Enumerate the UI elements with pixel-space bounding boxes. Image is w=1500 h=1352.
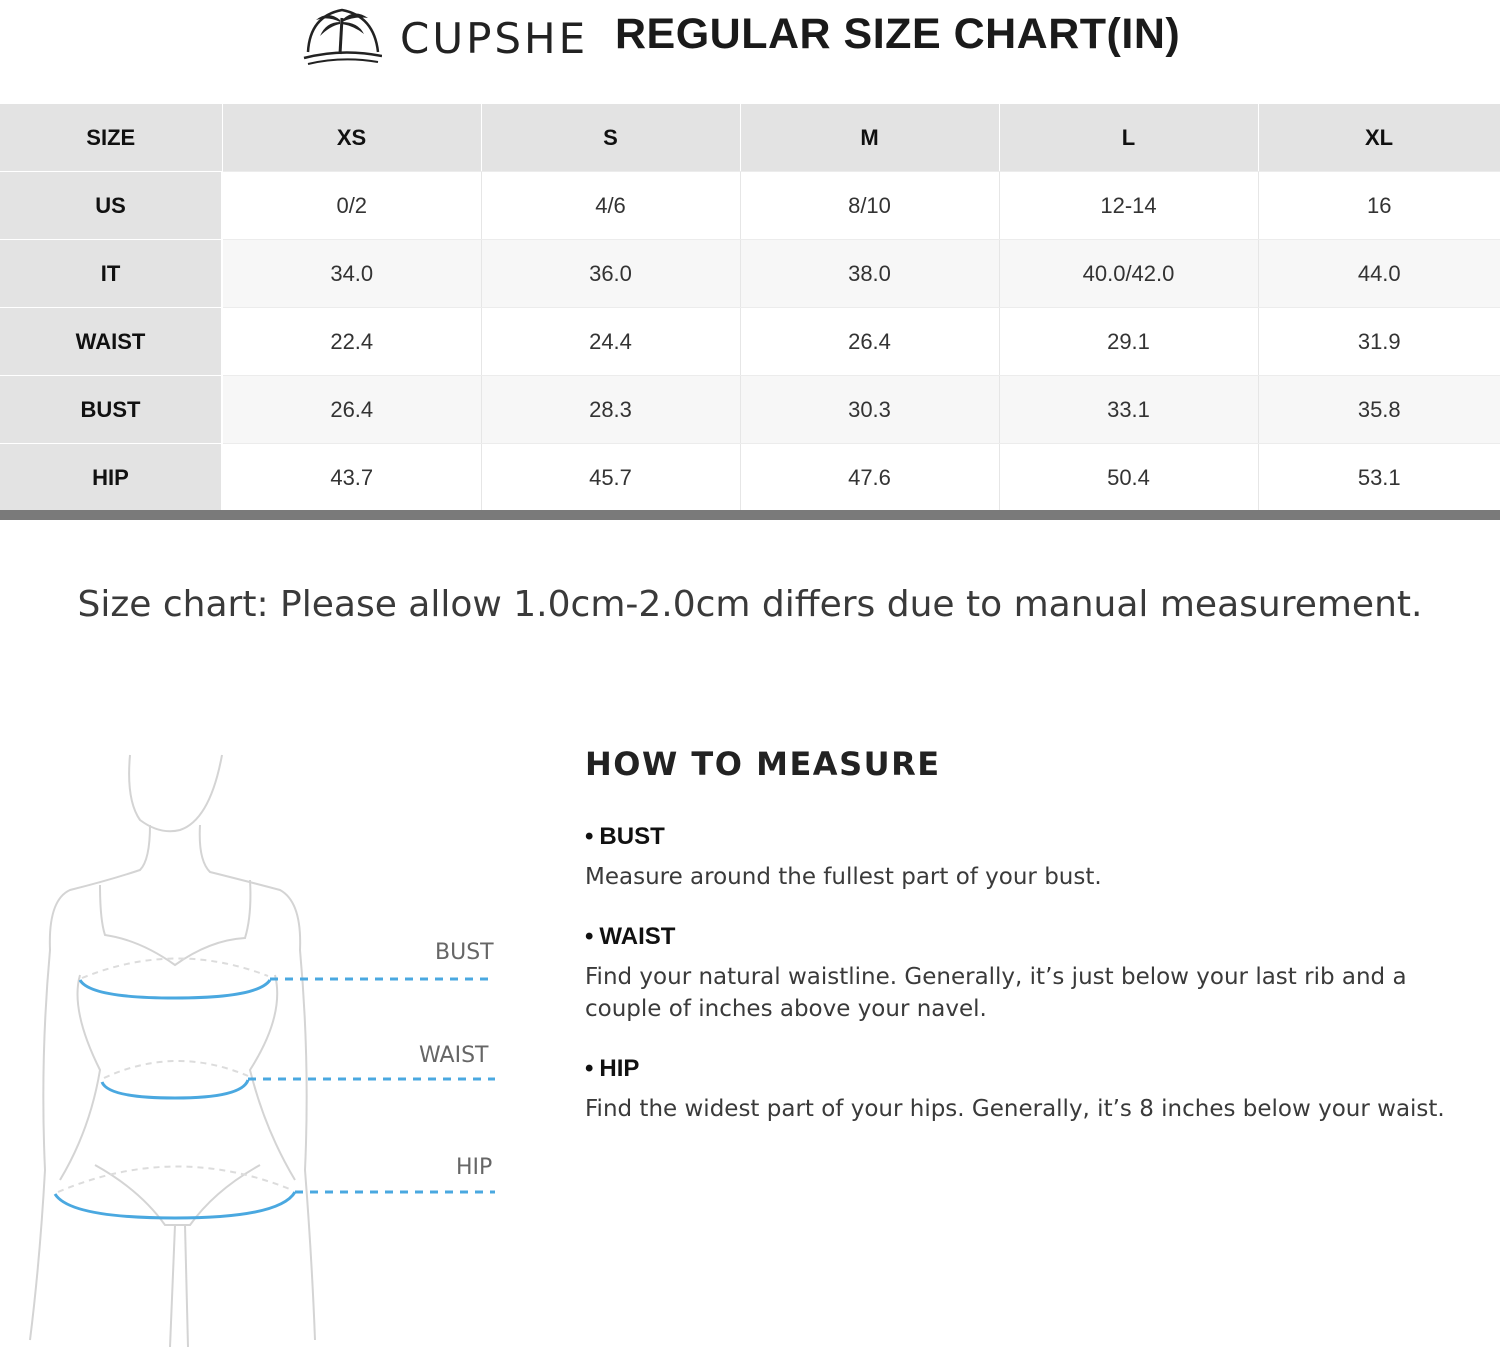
table-cell: 30.3 <box>740 376 999 444</box>
table-row <box>0 172 1500 240</box>
measure-item-text: Find your natural waistline. Generally, it’s just below your last rib and a couple of inches above your navel. <box>585 964 1407 1022</box>
table-row <box>0 240 1500 308</box>
table-cell: 44.0 <box>1258 240 1500 308</box>
bullet-icon: • <box>585 823 594 850</box>
how-to-measure-section <box>585 745 1485 1155</box>
column-header: M <box>740 104 999 172</box>
table-cell: 26.4 <box>740 308 999 376</box>
column-header: SIZE <box>0 104 222 172</box>
table-cell: 50.4 <box>999 444 1258 512</box>
table-cell: 40.0/42.0 <box>999 240 1258 308</box>
waist-label: WAIST <box>419 1043 489 1068</box>
column-header: L <box>999 104 1258 172</box>
table-cell: 24.4 <box>481 308 740 376</box>
list-item <box>585 1055 1485 1125</box>
row-header: HIP <box>0 444 222 512</box>
row-header: WAIST <box>0 308 222 376</box>
palm-tree-logo-icon <box>302 2 382 70</box>
table-cell: 45.7 <box>481 444 740 512</box>
header <box>0 0 1500 100</box>
table-cell: 38.0 <box>740 240 999 308</box>
list-item <box>585 823 1485 893</box>
table-cell: 4/6 <box>481 172 740 240</box>
column-header: XS <box>222 104 481 172</box>
size-table <box>0 104 1500 512</box>
bust-label: BUST <box>435 940 494 965</box>
measurement-note: Size chart: Please allow 1.0cm-2.0cm differs due to manual measurement. <box>77 584 1423 625</box>
table-cell: 16 <box>1258 172 1500 240</box>
table-bottom-divider <box>0 510 1500 520</box>
table-header-row <box>0 104 1500 172</box>
column-header: S <box>481 104 740 172</box>
column-header: XL <box>1258 104 1500 172</box>
measure-item-title: WAIST <box>599 923 676 950</box>
measure-item-text: Measure around the fullest part of your bust. <box>585 864 1102 890</box>
bullet-icon: • <box>585 1055 594 1082</box>
table-cell: 28.3 <box>481 376 740 444</box>
table-cell: 8/10 <box>740 172 999 240</box>
table-cell: 53.1 <box>1258 444 1500 512</box>
row-header: US <box>0 172 222 240</box>
table-row <box>0 308 1500 376</box>
table-cell: 34.0 <box>222 240 481 308</box>
table-cell: 47.6 <box>740 444 999 512</box>
table-cell: 22.4 <box>222 308 481 376</box>
how-to-measure-title: HOW TO MEASURE <box>585 745 941 783</box>
measure-item-title: BUST <box>599 823 665 850</box>
row-header: IT <box>0 240 222 308</box>
table-row <box>0 376 1500 444</box>
bullet-icon: • <box>585 923 594 950</box>
table-cell: 35.8 <box>1258 376 1500 444</box>
brand-name: CUPSHE <box>400 14 589 63</box>
list-item <box>585 923 1485 1025</box>
table-cell: 12-14 <box>999 172 1258 240</box>
table-cell: 43.7 <box>222 444 481 512</box>
body-measure-figure <box>0 740 520 1347</box>
table-cell: 31.9 <box>1258 308 1500 376</box>
measure-item-title: HIP <box>599 1055 640 1082</box>
hip-label: HIP <box>456 1155 493 1180</box>
table-cell: 0/2 <box>222 172 481 240</box>
table-cell: 33.1 <box>999 376 1258 444</box>
table-row <box>0 444 1500 512</box>
chart-title: REGULAR SIZE CHART(IN) <box>615 10 1181 58</box>
table-cell: 36.0 <box>481 240 740 308</box>
table-cell: 26.4 <box>222 376 481 444</box>
measure-item-text: Find the widest part of your hips. Generally, it’s 8 inches below your waist. <box>585 1096 1445 1122</box>
table-cell: 29.1 <box>999 308 1258 376</box>
row-header: BUST <box>0 376 222 444</box>
